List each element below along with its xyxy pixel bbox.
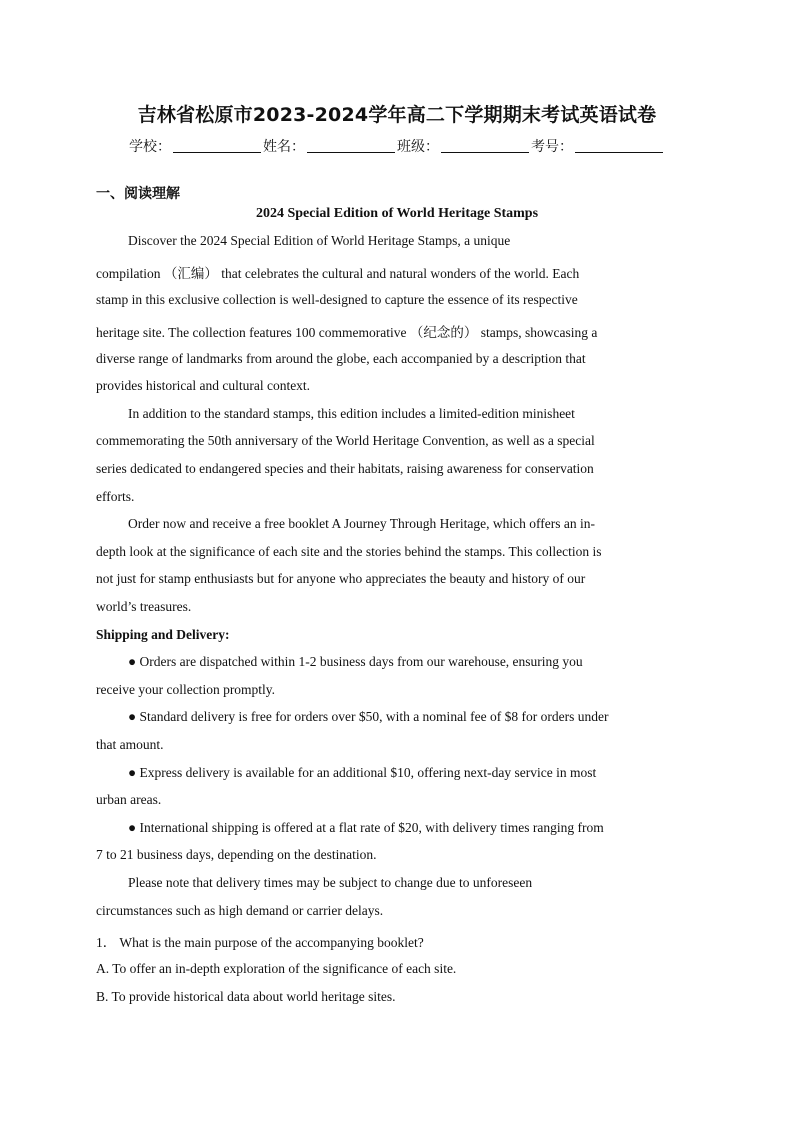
exam-number-field[interactable] <box>575 138 663 153</box>
shipping-heading: Shipping and Delivery: <box>96 627 230 642</box>
passage-line: compilation （汇编） that celebrates the cultural and natural wonders of the world. Each <box>96 266 580 281</box>
passage-line: stamp in this exclusive collection is well-designed to capture the essence of its respective <box>96 292 578 307</box>
page-title: 吉林省松原市2023-2024学年高二下学期期末考试英语试卷 <box>137 104 657 126</box>
passage-line: Discover the 2024 Special Edition of World Heritage Stamps, a unique <box>128 233 511 248</box>
shipping-bullet-cont: 7 to 21 business days, depending on the destination. <box>96 847 377 862</box>
student-info-line <box>0 136 794 156</box>
option-a[interactable]: A. To offer an in-depth exploration of the significance of each site. <box>96 961 457 976</box>
shipping-bullet: ● Orders are dispatched within 1-2 business days from our warehouse, ensuring you <box>128 654 583 669</box>
passage-line: diverse range of landmarks from around the globe, each accompanied by a description that <box>96 351 586 366</box>
class-label: 班级： <box>397 139 439 155</box>
class-field[interactable] <box>441 138 529 153</box>
passage-line: world’s treasures. <box>96 599 192 614</box>
passage-line: heritage site. The collection features 100 commemorative （纪念的） stamps, showcasing a <box>96 325 598 340</box>
passage-line: efforts. <box>96 489 135 504</box>
name-label: 姓名： <box>263 139 305 155</box>
shipping-bullet-cont: that amount. <box>96 737 164 752</box>
question-stem: 1． What is the main purpose of the accompanying booklet? <box>96 935 424 950</box>
passage-title: 2024 Special Edition of World Heritage Stamps <box>255 206 539 221</box>
school-label: 学校： <box>129 139 171 155</box>
shipping-bullet: ● International shipping is offered at a flat rate of $20, with delivery times ranging from <box>128 820 604 835</box>
note-line: Please note that delivery times may be subject to change due to unforeseen <box>128 875 533 890</box>
school-field[interactable] <box>173 138 261 153</box>
shipping-bullet: ● Standard delivery is free for orders over $50, with a nominal fee of $8 for orders under <box>128 709 609 724</box>
passage-line: not just for stamp enthusiasts but for anyone who appreciates the beauty and history of our <box>96 571 586 586</box>
passage-line: In addition to the standard stamps, this edition includes a limited-edition minisheet <box>128 406 575 421</box>
passage-line: commemorating the 50th anniversary of the World Heritage Convention, as well as a special <box>96 433 595 448</box>
shipping-bullet-cont: urban areas. <box>96 792 162 807</box>
passage-line: depth look at the significance of each site and the stories behind the stamps. This collection is <box>96 544 602 559</box>
passage-line: series dedicated to endangered species and their habitats, raising awareness for conservation <box>96 461 594 476</box>
exam-number-label: 考号： <box>531 139 573 155</box>
option-b[interactable]: B. To provide historical data about world heritage sites. <box>96 989 396 1004</box>
section-heading: 一、阅读理解 <box>96 186 180 202</box>
passage-line: provides historical and cultural context. <box>96 378 311 393</box>
name-field[interactable] <box>307 138 395 153</box>
shipping-bullet: ● Express delivery is available for an additional $10, offering next-day service in most <box>128 765 597 780</box>
passage-line: Order now and receive a free booklet A Journey Through Heritage, which offers an in- <box>128 516 595 531</box>
shipping-bullet-cont: receive your collection promptly. <box>96 682 276 697</box>
note-line: circumstances such as high demand or carrier delays. <box>96 903 384 918</box>
